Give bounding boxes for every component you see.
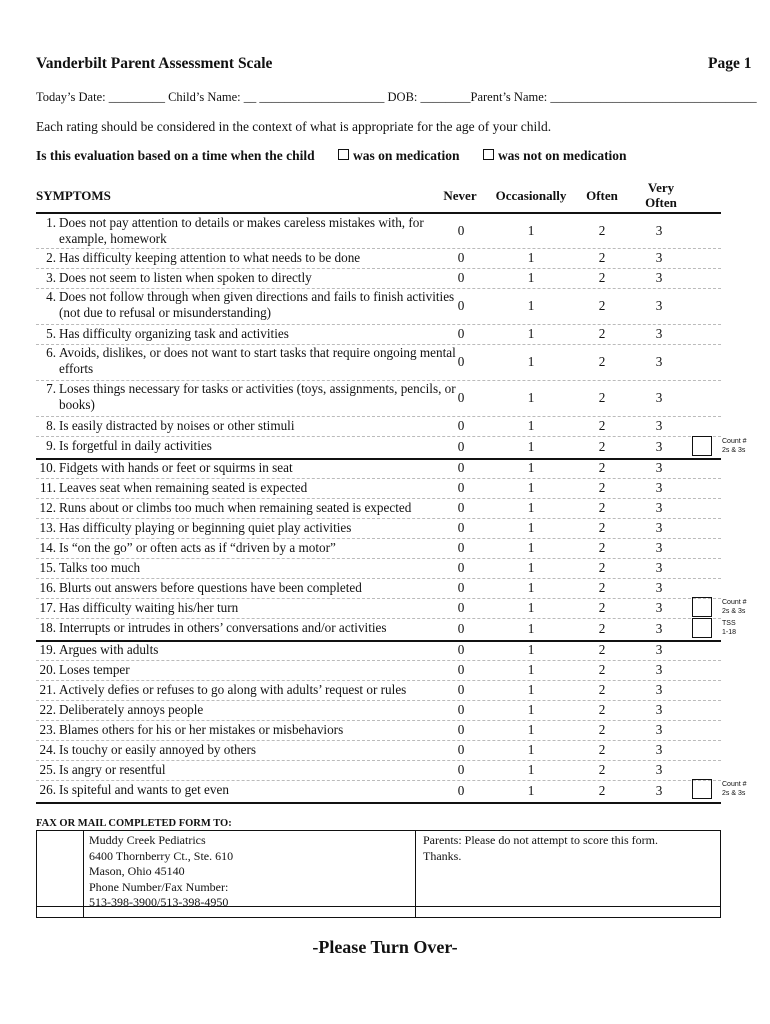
symptom-text: Does not seem to listen when spoken to directly — [59, 270, 312, 285]
rating-option-2[interactable]: 2 — [598, 642, 606, 657]
checkbox-icon[interactable] — [483, 149, 494, 160]
symptom-text: Loses things necessary for tasks or activities (toys, assignments, pencils, or books) — [59, 381, 456, 412]
rating-option-1[interactable]: 1 — [527, 762, 535, 777]
table-row — [36, 538, 721, 559]
symptoms-header: SYMPTOMS — [36, 188, 111, 203]
rating-option-3[interactable]: 3 — [655, 642, 663, 657]
count-box-inattention[interactable] — [692, 436, 712, 456]
rating-option-2[interactable]: 2 — [598, 540, 606, 555]
table-header — [36, 180, 721, 212]
rating-option-0[interactable]: 0 — [457, 439, 465, 454]
rating-option-3[interactable]: 3 — [655, 460, 663, 475]
table-row — [36, 248, 721, 269]
rating-option-3[interactable]: 3 — [655, 326, 663, 341]
turn-over-footer: -Please Turn Over- — [312, 937, 458, 957]
symptom-text: Fidgets with hands or feet or squirms in seat — [59, 460, 293, 475]
table-row — [36, 640, 721, 661]
rating-option-3[interactable]: 3 — [655, 702, 663, 717]
symptom-number: 7. — [46, 381, 56, 396]
count-box-hyperactivity-label: Count # 2s & 3s — [722, 599, 747, 615]
table-row — [36, 416, 721, 437]
table-row — [36, 498, 721, 519]
rating-option-1[interactable]: 1 — [527, 540, 535, 555]
rating-option-1[interactable]: 1 — [527, 418, 535, 433]
symptom-text: Deliberately annoys people — [59, 702, 204, 717]
rating-option-2[interactable]: 2 — [598, 480, 606, 495]
symptom-number: 6. — [46, 345, 56, 360]
rating-option-1[interactable]: 1 — [527, 460, 535, 475]
symptom-number: 22. — [39, 702, 56, 717]
rating-option-3[interactable]: 3 — [655, 298, 663, 313]
evaluation-question: Is this evaluation based on a time when the child — [36, 148, 315, 163]
on-medication-option[interactable]: was on medication — [338, 148, 460, 163]
rating-option-0[interactable]: 0 — [457, 326, 465, 341]
rating-option-0[interactable]: 0 — [457, 250, 465, 265]
rating-option-1[interactable]: 1 — [527, 520, 535, 535]
table-row — [36, 740, 721, 761]
symptom-text: Avoids, dislikes, or does not want to start tasks that require ongoing mental efforts — [59, 345, 456, 376]
rating-option-0[interactable]: 0 — [457, 480, 465, 495]
symptom-number: 5. — [46, 326, 56, 341]
symptom-text: Is angry or resentful — [59, 762, 166, 777]
fax-table — [36, 830, 721, 918]
rating-option-2[interactable]: 2 — [598, 520, 606, 535]
rating-option-3[interactable]: 3 — [655, 223, 663, 238]
symptom-number: 18. — [39, 620, 56, 635]
symptom-text: Has difficulty playing or beginning quiet play activities — [59, 520, 352, 535]
rating-option-0[interactable]: 0 — [457, 418, 465, 433]
rating-option-0[interactable]: 0 — [457, 298, 465, 313]
rating-option-2[interactable]: 2 — [598, 298, 606, 313]
rating-option-1[interactable]: 1 — [527, 600, 535, 615]
symptom-number: 2. — [46, 250, 56, 265]
rating-option-3[interactable]: 3 — [655, 390, 663, 405]
rating-option-2[interactable]: 2 — [598, 390, 606, 405]
symptom-number: 24. — [39, 742, 56, 757]
rating-option-3[interactable]: 3 — [655, 540, 663, 555]
rating-option-0[interactable]: 0 — [457, 560, 465, 575]
rating-option-2[interactable]: 2 — [598, 722, 606, 737]
symptom-text: Blurts out answers before questions have been completed — [59, 580, 362, 595]
rating-option-3[interactable]: 3 — [655, 500, 663, 515]
rating-option-3[interactable]: 3 — [655, 520, 663, 535]
symptom-text: Is touchy or easily annoyed by others — [59, 742, 257, 757]
symptom-number: 21. — [39, 682, 56, 697]
symptom-number: 19. — [39, 642, 56, 657]
rating-option-2[interactable]: 2 — [598, 580, 606, 595]
rating-option-3[interactable]: 3 — [655, 722, 663, 737]
rating-option-3[interactable]: 3 — [655, 439, 663, 454]
instruction: Each rating should be considered in the context of what is appropriate for the age of your child. — [36, 119, 552, 134]
rating-option-3[interactable]: 3 — [655, 662, 663, 677]
rating-option-2[interactable]: 2 — [598, 600, 606, 615]
rating-option-2[interactable]: 2 — [598, 762, 606, 777]
rating-option-0[interactable]: 0 — [457, 540, 465, 555]
table-row — [36, 214, 721, 249]
rating-option-1[interactable]: 1 — [527, 621, 535, 636]
table-row — [36, 598, 721, 619]
rating-option-2[interactable]: 2 — [598, 783, 606, 798]
symptom-text: Blames others for his or her mistakes or misbehaviors — [59, 722, 344, 737]
symptom-number: 8. — [46, 418, 56, 433]
rating-option-2[interactable]: 2 — [598, 460, 606, 475]
never-header: Never — [443, 188, 477, 203]
rating-option-3[interactable]: 3 — [655, 480, 663, 495]
rating-option-1[interactable]: 1 — [527, 390, 535, 405]
table-row — [36, 478, 721, 499]
table-row — [36, 700, 721, 721]
symptom-text: Is forgetful in daily activities — [59, 438, 212, 453]
rating-option-1[interactable]: 1 — [527, 326, 535, 341]
symptom-number: 20. — [39, 662, 56, 677]
rating-option-3[interactable]: 3 — [655, 783, 663, 798]
symptom-text: Does not pay attention to details or makes careless mistakes with, for example, homework — [59, 215, 424, 246]
rating-option-3[interactable]: 3 — [655, 270, 663, 285]
symptom-text: Talks too much — [59, 560, 141, 575]
rating-option-2[interactable]: 2 — [598, 270, 606, 285]
occasionally-header: Occasionally — [495, 188, 567, 203]
rating-option-1[interactable]: 1 — [527, 580, 535, 595]
table-row — [36, 344, 721, 381]
very-often-header: Very Often — [645, 180, 677, 210]
rating-option-2[interactable]: 2 — [598, 326, 606, 341]
rating-option-2[interactable]: 2 — [598, 250, 606, 265]
not-on-medication-option[interactable]: was not on medication — [483, 148, 627, 163]
rating-option-2[interactable]: 2 — [598, 702, 606, 717]
rating-option-3[interactable]: 3 — [655, 762, 663, 777]
rating-option-1[interactable]: 1 — [527, 722, 535, 737]
table-row — [36, 288, 721, 325]
rating-option-1[interactable]: 1 — [527, 250, 535, 265]
count-box-oppositional[interactable] — [692, 779, 712, 799]
rating-option-3[interactable]: 3 — [655, 418, 663, 433]
table-row — [36, 268, 721, 289]
tss-box-label: TSS 1-18 — [722, 620, 737, 636]
table-row — [36, 518, 721, 539]
table-row — [36, 720, 721, 741]
symptom-number: 17. — [39, 600, 56, 615]
count-box-oppositional-label: Count # 2s & 3s — [722, 781, 747, 797]
symptom-number: 12. — [39, 500, 56, 515]
symptom-text: Is easily distracted by noises or other stimuli — [59, 418, 295, 433]
symptom-number: 3. — [46, 270, 56, 285]
rating-option-1[interactable]: 1 — [527, 270, 535, 285]
rating-option-0[interactable]: 0 — [457, 621, 465, 636]
rating-option-1[interactable]: 1 — [527, 500, 535, 515]
rating-option-3[interactable]: 3 — [655, 580, 663, 595]
table-row — [36, 458, 721, 479]
clinic-address: Muddy Creek Pediatrics 6400 Thornberry Ct., Ste. 610 Mason, Ohio 45140 Phone Number/Fax Number: 513-398-3900/513-398-4950 — [89, 833, 234, 909]
rating-option-0[interactable]: 0 — [457, 500, 465, 515]
rating-option-0[interactable]: 0 — [457, 682, 465, 697]
rating-option-1[interactable]: 1 — [527, 354, 535, 369]
rating-option-0[interactable]: 0 — [457, 390, 465, 405]
rating-option-2[interactable]: 2 — [598, 560, 606, 575]
rating-option-0[interactable]: 0 — [457, 722, 465, 737]
symptom-text: Runs about or climbs too much when remaining seated is expected — [59, 500, 412, 515]
table-row — [36, 760, 721, 781]
symptom-number: 14. — [39, 540, 56, 555]
symptom-number: 15. — [39, 560, 56, 575]
tss-box[interactable] — [692, 618, 712, 638]
rating-option-1[interactable]: 1 — [527, 560, 535, 575]
table-row — [36, 660, 721, 681]
symptom-number: 9. — [46, 438, 56, 453]
rating-option-2[interactable]: 2 — [598, 621, 606, 636]
rating-option-3[interactable]: 3 — [655, 742, 663, 757]
rating-option-3[interactable]: 3 — [655, 250, 663, 265]
rating-option-0[interactable]: 0 — [457, 762, 465, 777]
rating-option-1[interactable]: 1 — [527, 682, 535, 697]
rating-option-1[interactable]: 1 — [527, 298, 535, 313]
rating-option-1[interactable]: 1 — [527, 480, 535, 495]
rating-option-2[interactable]: 2 — [598, 742, 606, 757]
symptom-text: Loses temper — [59, 662, 130, 677]
rating-option-0[interactable]: 0 — [457, 354, 465, 369]
rating-option-1[interactable]: 1 — [527, 783, 535, 798]
info-line: Today’s Date: _________ Child’s Name: __ ____________________ DOB: ________Parent’s Name: _________________________________ — [36, 90, 757, 104]
rating-option-0[interactable]: 0 — [457, 223, 465, 238]
rating-option-0[interactable]: 0 — [457, 662, 465, 677]
symptom-text: Is spiteful and wants to get even — [59, 782, 229, 797]
symptom-text: Is “on the go” or often acts as if “driven by a motor” — [59, 540, 336, 555]
rating-option-0[interactable]: 0 — [457, 783, 465, 798]
symptom-number: 1. — [46, 215, 56, 230]
checkbox-icon[interactable] — [338, 149, 349, 160]
count-box-inattention-label: Count # 2s & 3s — [722, 438, 747, 454]
often-header: Often — [586, 188, 618, 203]
symptom-text: Actively defies or refuses to go along with adults’ request or rules — [59, 682, 407, 697]
rating-option-2[interactable]: 2 — [598, 682, 606, 697]
symptom-number: 11. — [40, 480, 56, 495]
rating-option-2[interactable]: 2 — [598, 223, 606, 238]
table-row — [36, 618, 721, 642]
rating-option-0[interactable]: 0 — [457, 600, 465, 615]
symptom-number: 25. — [39, 762, 56, 777]
symptom-number: 13. — [39, 520, 56, 535]
symptom-text: Leaves seat when remaining seated is expected — [59, 480, 308, 495]
rating-option-1[interactable]: 1 — [527, 662, 535, 677]
table-row — [36, 558, 721, 579]
rating-option-1[interactable]: 1 — [527, 702, 535, 717]
table-row — [36, 324, 721, 345]
rating-option-1[interactable]: 1 — [527, 223, 535, 238]
rating-option-2[interactable]: 2 — [598, 500, 606, 515]
symptom-text: Argues with adults — [59, 642, 159, 657]
rating-option-1[interactable]: 1 — [527, 439, 535, 454]
rating-option-0[interactable]: 0 — [457, 642, 465, 657]
symptom-text: Does not follow through when given directions and fails to finish activities (not due to refusal or misunderstanding) — [59, 289, 455, 320]
rating-option-3[interactable]: 3 — [655, 600, 663, 615]
form-title: Vanderbilt Parent Assessment Scale — [36, 55, 273, 72]
fax-label: FAX OR MAIL COMPLETED FORM TO: — [36, 818, 232, 829]
parents-note: Parents: Please do not attempt to score this form. Thanks. — [423, 833, 658, 863]
evaluation-question-row — [36, 148, 627, 164]
count-box-hyperactivity[interactable] — [692, 597, 712, 617]
rating-option-3[interactable]: 3 — [655, 560, 663, 575]
rating-option-3[interactable]: 3 — [655, 354, 663, 369]
rating-option-2[interactable]: 2 — [598, 662, 606, 677]
rating-option-0[interactable]: 0 — [457, 702, 465, 717]
symptom-number: 10. — [39, 460, 56, 475]
page-number: Page 1 — [708, 55, 752, 72]
table-row — [36, 578, 721, 599]
rating-option-0[interactable]: 0 — [457, 270, 465, 285]
rating-option-2[interactable]: 2 — [598, 354, 606, 369]
symptom-number: 16. — [39, 580, 56, 595]
rating-option-0[interactable]: 0 — [457, 580, 465, 595]
rating-option-3[interactable]: 3 — [655, 682, 663, 697]
table-row — [36, 780, 721, 804]
table-row — [36, 436, 721, 460]
rating-option-2[interactable]: 2 — [598, 439, 606, 454]
rating-option-0[interactable]: 0 — [457, 742, 465, 757]
rating-option-3[interactable]: 3 — [655, 621, 663, 636]
rating-option-2[interactable]: 2 — [598, 418, 606, 433]
rating-option-0[interactable]: 0 — [457, 460, 465, 475]
symptom-text: Has difficulty organizing task and activities — [59, 326, 289, 341]
symptom-text: Interrupts or intrudes in others’ conversations and/or activities — [59, 620, 387, 635]
symptom-text: Has difficulty waiting his/her turn — [59, 600, 239, 615]
symptom-number: 26. — [39, 782, 56, 797]
table-row — [36, 380, 721, 417]
rating-option-1[interactable]: 1 — [527, 742, 535, 757]
symptom-number: 4. — [46, 289, 56, 304]
rating-option-0[interactable]: 0 — [457, 520, 465, 535]
symptom-number: 23. — [39, 722, 56, 737]
rating-option-1[interactable]: 1 — [527, 642, 535, 657]
table-row — [36, 680, 721, 701]
symptom-text: Has difficulty keeping attention to what needs to be done — [59, 250, 361, 265]
